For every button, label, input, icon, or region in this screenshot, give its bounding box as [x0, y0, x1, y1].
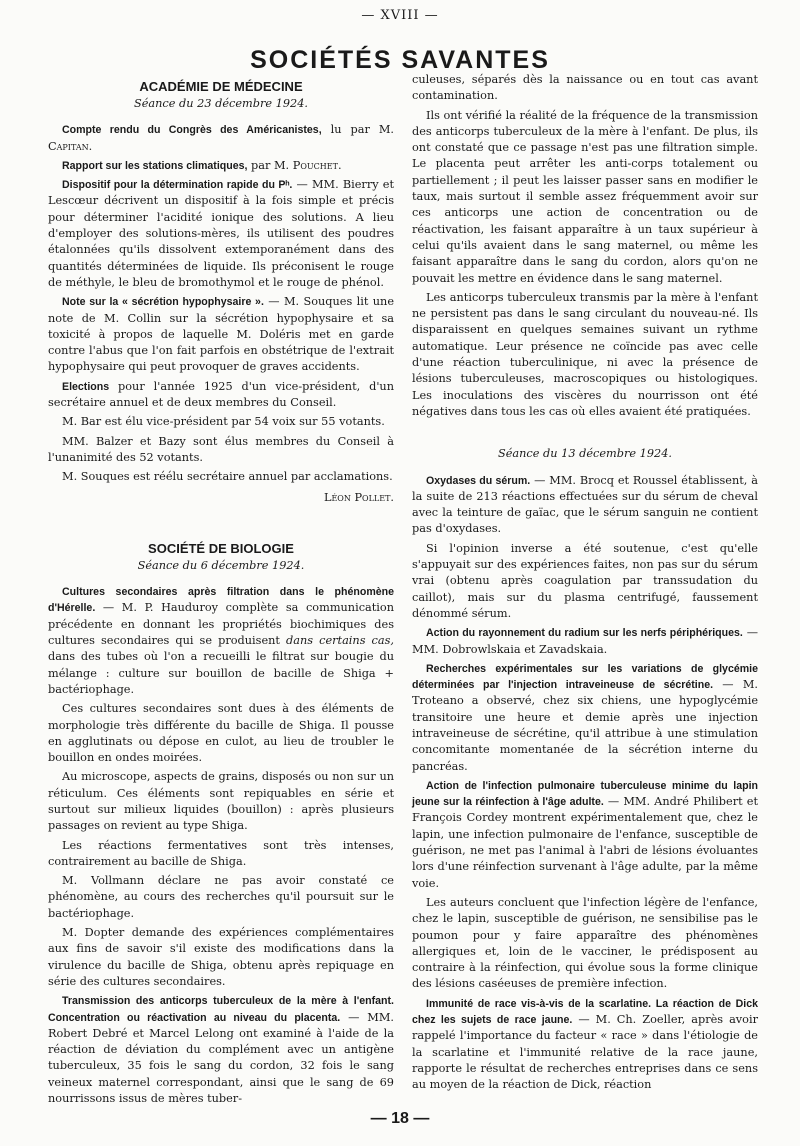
biologie-seance: Séance du 6 décembre 1924. [137, 558, 305, 572]
biologie-paragraph: Ces cultures secondaires sont dues à des éléments de morphologie très différente du bacille de Shiga. Il pousse en agglutinats ou dépose en culot, au lieu de troubler le bouillon en ondes moirées. [48, 702, 394, 765]
right-paragraph: Les auteurs concluent que l'infection légère de l'enfance, chez le lapin, susceptible de guérison, ne sensibilise pas le poumon pour y faire apparaître des phénomènes allergiques et, loin de le vacciner, le prédisposent au contraire à la réinfection, qui évolue sous la forme clinique des lésions caséeuses de première infection. [412, 895, 758, 991]
biologie-paragraph [48, 584, 394, 698]
biologie-p1-italic: dans certains cas, [286, 634, 394, 648]
right-paragraph [412, 625, 758, 658]
biologie-paragraph: Au microscope, aspects de grains, disposés ou non sur un réticulum. Ces éléments sont repiquables en série et surtout sur milieux liquides (bouillon) : après plusieurs passages on revient au type Shiga. [48, 770, 394, 833]
academie-p2-head: Rapport sur les stations climatiques, [62, 159, 248, 172]
signature: Léon Pollet. [323, 490, 394, 504]
academie-seance: Séance du 23 décembre 1924. [134, 97, 308, 110]
page-header: — XVIII — [361, 8, 439, 23]
academie-paragraph [48, 177, 394, 291]
academie-title: ACADÉMIE DE MÉDECINE [139, 79, 303, 94]
right-p10-head: Immunité de race vis-à-vis de la scarlatine. La réaction de Dick chez les sujets de race jaune. [412, 997, 758, 1027]
right-column [412, 72, 758, 1097]
right-paragraph: Si l'opinion inverse a été soutenue, c'est qu'elle s'appuyait sur des expériences faites, non pas sur du sérum vrai (obtenu après coagulation par transsudation du caillot), mais sur du plasma centrifugé, faussement dénommé sérum. [412, 541, 758, 620]
biologie-p7-head: Transmission des anticorps tuberculeux de la mère à l'enfant. Concentration ou réactivation au niveau du placenta. [48, 995, 394, 1024]
right-paragraph [412, 778, 758, 892]
left-column [48, 78, 394, 1110]
biologie-seance-2: Séance du 13 décembre 1924. [498, 447, 672, 461]
right-paragraph: culeuses, séparés dès la naissance ou en tout cas avant contamination. [412, 73, 758, 103]
academie-paragraph [48, 379, 394, 412]
right-p8-head: Action de l'infection pulmonaire tuberculeuse minime du lapin jeune sur la réinfection à l'âge adulte. [412, 779, 758, 809]
biologie-paragraph [48, 993, 394, 1107]
page-title: SOCIÉTÉS SAVANTES [250, 46, 550, 74]
academie-paragraph: M. Bar est élu vice-président par 54 voix sur 55 votants. [62, 415, 385, 429]
right-p6-text: — MM. Dobrowlskaia et Zavadskaia. [412, 626, 759, 656]
right-paragraph: Ils ont vérifié la réalité de la fréquence de la transmission des anticorps tuberculeux de la mère à l'enfant. De plus, ils ont constaté que ce passage n'est pas une filtration simple. Le placenta peut arrêter les anti-corps totalement ou partiellement ; il peut les laisser passer sans en modifier le taux, mais surtout il semble assez fréquemment avoir sur ces anticorps une action de concentration ou de réactivation, les faisant apparaître à un taux supérieur à celui qu'ils avaient dans le sang maternel, ou même les faisant apparaître dans le sang du cordon, alors qu'on ne pouvait les mettre en évidence dans le sang maternel. [412, 108, 758, 285]
biologie-p1-text-b: dans des tubes où l'on a recueilli le filtrat sur bougie du mélange : culture sur bouillon de bacille de Shiga + bactériophage. [48, 650, 394, 696]
biologie-p1-head: Cultures secondaires après filtration dans le phénomène d'Hérelle. [48, 586, 394, 615]
right-paragraph [412, 661, 758, 775]
academie-p4-head: Note sur la « sécrétion hypophysaire ». [62, 296, 264, 309]
academie-p3-text: — MM. Bierry et Lescœur décrivent un dispositif à la fois simple et précis pour déterminer l'acidité ionique des solutions. A lieu d'employer des solutions-mères, ils utilisent des poudres étalonnées qu'ils dissolvent extemporanément dans des quantités déterminées de liquide. Ils préconisent le rouge de méthyle, le bleu de bromothymol et le rouge de phénol. [48, 178, 394, 289]
biologie-p1-text-a: — M. P. Hauduroy complète sa communication précédente en donnant les propriétés biochimiques des cultures secondaires qui se produisent [48, 601, 394, 648]
page-number: — 18 — [370, 1110, 430, 1127]
right-p4-text: — MM. Brocq et Roussel établissent, à la suite de 213 réactions effectuées sur du sérum de cheval avec la teinture de gaïac, que le sérum sanguin ne contient pas d'oxydases. [412, 473, 758, 536]
biologie-paragraph: M. Dopter demande des expériences complémentaires aux fins de savoir s'il existe des modifications dans la virulence du bacille de Shiga, obtenu après repiquage en série des cultures secondaires. [48, 926, 394, 988]
right-paragraph [412, 996, 758, 1094]
academie-p2-name: Pouchet [292, 158, 338, 172]
academie-p2-text: par M. [247, 158, 293, 172]
academie-p1-head: Compte rendu du Congrès des Américanistes, [62, 124, 322, 137]
academie-paragraph: MM. Balzer et Bazy sont élus membres du Conseil à l'unanimité des 52 votants. [48, 434, 394, 464]
academie-paragraph: M. Souques est réélu secrétaire annuel par acclamations. [62, 470, 393, 484]
academie-p1-text: lu par M. [321, 123, 394, 137]
academie-p4-text: — M. Souques lit une note de M. Collin sur la sécrétion hypophysaire et sa toxicité à propos de laquelle M. Doléris met en garde contre l'abus que l'on fait parfois en obstétrique de l'extrait hypophysaire qui peut provoquer de graves accidents. [48, 295, 395, 374]
academie-p5-text: pour l'année 1925 d'un vice-président, d'un secrétaire annuel et de deux membres du Conseil. [48, 379, 394, 410]
biologie-title: SOCIÉTÉ DE BIOLOGIE [148, 540, 294, 556]
right-p7-head: Recherches expérimentales sur les variations de glycémie déterminées par l'injection intraveineuse de sécrétine. [412, 662, 758, 692]
right-p10-text: — M. Ch. Zoeller, après avoir rappelé l'importance du facteur « race » dans l'étiologie de la scarlatine et l'immunité relative de la race jaune, rapporte le résultat de recherches entreprises dans ce sens au moyen de la réaction de Dick, réaction [412, 1013, 759, 1092]
right-p7-text: — M. Troteano a observé, chez six chiens, une hypoglycémie transitoire une heure et demie après une injection intraveineuse de sécrétine, qu'il attribue à une stimulation concomitante momentanée de la sécrétion interne du pancréas. [412, 678, 758, 773]
academie-paragraph: Rapport sur les stations climatiques, par M. Pouchet. [62, 158, 342, 172]
academie-p3-head: Dispositif pour la détermination rapide du Pʰ. [62, 179, 293, 192]
right-paragraph [412, 473, 758, 538]
right-p4-head: Oxydases du sérum. [426, 474, 531, 487]
biologie-p7-text: — MM. Robert Debré et Marcel Lelong ont examiné à l'aide de la réaction de déviation du complément avec un antigène tuberculeux, 35 fois le sang du cordon, 32 fois le sang veineux maternel correspondant, ainsi que le sang de 69 nourrissons issus de mères tuber- [48, 1010, 394, 1106]
biologie-paragraph: M. Vollmann déclare ne pas avoir constaté ce phénomène, au cours des recherches qu'il poursuit sur le bactériophage. [48, 874, 394, 920]
academie-paragraph [48, 294, 394, 375]
right-p6-head: Action du rayonnement du radium sur les nerfs périphériques. [426, 627, 743, 640]
academie-p5-head: Elections [62, 380, 110, 393]
biologie-paragraph: Les réactions fermentatives sont très intenses, contrairement au bacille de Shiga. [48, 838, 394, 868]
right-p8-text: — MM. André Philibert et François Cordey montrent expérimentalement que, chez le lapin, une infection pulmonaire de l'enfance, susceptible de guérison, ne met pas l'animal à l'abri de lésions évoluantes lors d'une réinfection survenant à l'âge adulte, par la même voie. [412, 795, 758, 890]
academie-p1-name: Capitan [48, 139, 89, 153]
right-paragraph: Les anticorps tuberculeux transmis par la mère à l'enfant ne persistent pas dans le sang circulant du nouveau-né. Ils disparaissent en quelques semaines suivant un rythme automatique. Leur présence ne coïncide pas avec celle d'une réaction tuberculinique, ni avec la présence de lésions tuberculeuses, macroscopiques ou histologiques. Les inoculations des viscères du nourrisson ont été négatives dans tous les cas où elles avaient été pratiquées. [412, 290, 758, 418]
academie-paragraph: Compte rendu du Congrès des Américanistes, lu par M. Capitan. [48, 123, 394, 153]
